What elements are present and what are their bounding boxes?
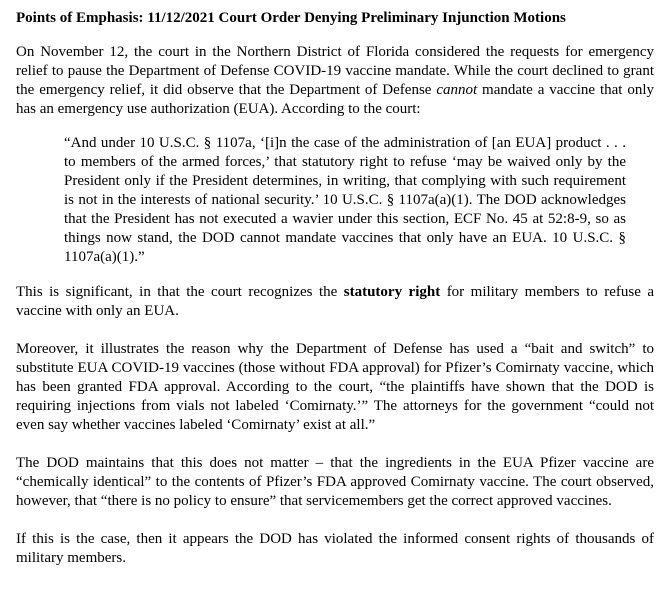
bait-and-switch-paragraph: Moreover, it illustrates the reason why the Department of Defense has used a “bait and switch” to substitute EUA COVID-19 vaccines (those without FDA approval) for Pfizer’s Comirnaty vaccine, which has been granted FDA approval. According to the court, “the plaintiffs have shown that the DOD is requiring injections from vials not labeled ‘Comirnaty.’” The attorneys for the government “could not even say whether vaccines labeled ‘Comirnaty’ exist at all.” <box>16 341 654 433</box>
intro-text-start: On November 12, the court in the Northern District of Florida considered the requests for emergency relief to pause the Department of Defense COVID-19 vaccine mandate. While the court declined to grant the emergency relief, it did observe that the Department of Defense <box>16 44 654 98</box>
significance-text-end: for military members to refuse a vaccine with only an EUA. <box>16 284 654 319</box>
significance-paragraph <box>16 283 654 321</box>
intro-paragraph <box>16 43 654 119</box>
court-quote: “And under 10 U.S.C. § 1107a, ‘[i]n the case of the administration of [an EUA] product . . . to members of the armed forces,’ that statutory right to refuse ‘may be waived only by the President only if the President determines, in writing, that complying with such requirement is not in the interests of national security.’ 10 U.S.C. § 1107a(a)(1). The DOD acknowledges that the President has not executed a wavier under this section, ECF No. 45 at 52:8-9, so as things now stand, the DOD cannot mandate vaccines that only have an EUA. 10 U.S.C. § 1107a(a)(1).” <box>64 135 626 265</box>
intro-emphasis: cannot <box>436 82 478 98</box>
significance-bold: statutory right <box>343 284 441 300</box>
intro-text-end: mandate a vaccine that only has an emergency use authorization (EUA). According to the court: <box>16 82 654 117</box>
document-title: Points of Emphasis: 11/12/2021 Court Order Denying Preliminary Injunction Motions <box>16 10 566 26</box>
dod-position-paragraph: The DOD maintains that this does not matter – that the ingredients in the EUA Pfizer vaccine are “chemically identical” to the contents of Pfizer’s FDA approved Comirnaty vaccine. The court observed, however, that “there is no policy to ensure” that servicemembers get the correct approved vaccines. <box>16 455 654 509</box>
conclusion-paragraph: If this is the case, then it appears the DOD has violated the informed consent rights of thousands of military members. <box>16 531 654 566</box>
significance-text-start: This is significant, in that the court recognizes the <box>16 284 344 300</box>
